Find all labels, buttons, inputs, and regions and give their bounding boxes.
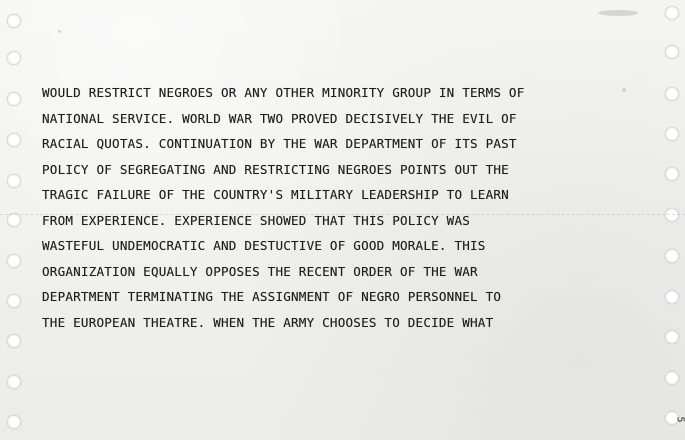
text-line: FROM EXPERIENCE. EXPERIENCE SHOWED THAT THIS POLICY WAS — [42, 212, 471, 228]
sprocket-hole — [7, 174, 21, 188]
sprocket-hole — [665, 87, 679, 101]
text-line: TRAGIC FAILURE OF THE COUNTRY'S MILITARY LEADERSHIP TO LEARN — [42, 187, 509, 202]
sprocket-hole — [665, 208, 679, 222]
text-line: WASTEFUL UNDEMOCRATIC AND DESTUCTIVE OF GOOD MORALE. THIS — [42, 238, 486, 253]
text-line: WOULD RESTRICT NEGROES OR ANY OTHER MINORITY GROUP IN TERMS OF — [42, 85, 525, 100]
sprocket-hole — [7, 133, 21, 147]
right-sprocket-strip — [663, 0, 685, 440]
sprocket-hole — [665, 167, 679, 181]
sprocket-hole — [7, 14, 21, 28]
sprocket-hole — [7, 334, 21, 348]
text-line: DEPARTMENT TERMINATING THE ASSIGNMENT OF NEGRO PERSONNEL TO — [42, 289, 502, 304]
sprocket-hole — [7, 92, 21, 106]
text-line: ORGANIZATION EQUALLY OPPOSES THE RECENT ORDER OF THE WAR — [42, 263, 478, 279]
left-sprocket-strip — [0, 0, 22, 440]
sprocket-hole — [7, 254, 21, 268]
sprocket-hole — [7, 51, 21, 65]
page-number: 5 — [674, 416, 685, 423]
sprocket-hole — [7, 213, 21, 227]
sprocket-hole — [7, 294, 21, 308]
sprocket-hole — [7, 415, 21, 429]
ink-smudge — [598, 10, 638, 16]
sprocket-hole — [665, 127, 679, 141]
text-line: THE EUROPEAN THEATRE. WHEN THE ARMY CHOOSES TO DECIDE WHAT — [42, 314, 494, 330]
sprocket-hole — [665, 249, 679, 263]
sprocket-hole — [665, 6, 679, 20]
sprocket-hole — [665, 330, 679, 344]
ink-speck — [58, 30, 61, 33]
text-line: RACIAL QUOTAS. CONTINUATION BY THE WAR DEPARTMENT OF ITS PAST — [42, 136, 517, 151]
sprocket-hole — [665, 290, 679, 304]
sprocket-hole — [7, 375, 21, 389]
sprocket-hole — [665, 45, 679, 59]
text-line: NATIONAL SERVICE. WORLD WAR TWO PROVED DECISIVELY THE EVIL OF — [42, 110, 517, 126]
telegram-body — [42, 80, 642, 335]
text-line: POLICY OF SEGREGATING AND RESTRICTING NEGROES POINTS OUT THE — [42, 161, 509, 177]
sprocket-hole — [665, 371, 679, 385]
